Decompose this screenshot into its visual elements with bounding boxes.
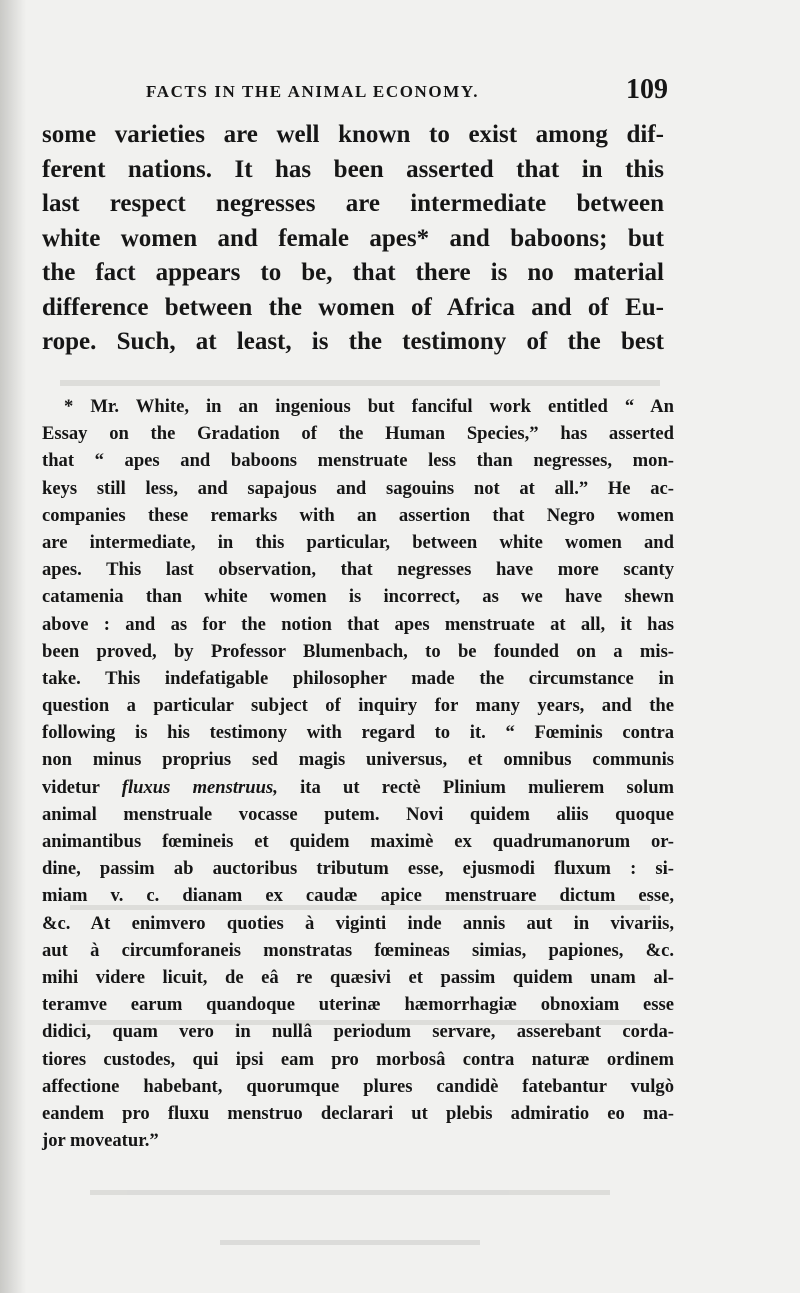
footnote-line: question a particular subject of inquiry for many years, and the [42,695,674,717]
footnote-line: apes. This last observation, that negresses have more scanty [42,559,674,581]
footnote-line: videtur fluxus menstruus, ita ut rectè Plinium mulierem solum [42,776,675,798]
main-text-line: the fact appears to be, that there is no material [42,259,664,286]
page-number: 109 [626,74,668,105]
page-gutter-shadow [0,0,26,1293]
footnote-line: that “ apes and baboons menstruate less than negresses, mon- [42,450,674,472]
footnote-block [42,393,674,1154]
footnote-line: teramve earum quandoque uterinæ hæmorrhagiæ obnoxiam esse [42,994,674,1016]
italic-phrase: fluxus menstruus, [121,776,278,798]
page-header [112,74,668,110]
running-head: FACTS IN THE ANIMAL ECONOMY. [146,82,480,101]
main-text-line: white women and female apes* and baboons; but [42,224,664,252]
footnote-line: tiores custodes, qui ipsi eam pro morbosâ contra naturæ ordinem [42,1048,674,1070]
footnote-line: Essay on the Gradation of the Human Species,” has asserted [42,423,674,445]
footnote-line: mihi videre licuit, de eâ re quæsivi et passim quidem unam al- [42,966,674,988]
main-text-line: last respect negresses are intermediate between [42,190,664,217]
footnote-line: aut à circumforaneis monstratas fœmineas simias, papiones, &c. [42,939,674,961]
footnote-line: take. This indefatigable philosopher made the circumstance in [42,667,674,689]
footnote-line: companies these remarks with an assertion that Negro women [42,504,674,526]
footnote-line: are intermediate, in this particular, between white women and [42,531,674,553]
footnote-line: above : and as for the notion that apes menstruate at all, it has [42,613,674,635]
footnote-line: * Mr. White, in an ingenious but fanciful work entitled “ An [64,396,674,417]
footnote-line: &c. At enimvero quoties à viginti inde annis aut in vivariis, [42,912,674,934]
main-text-line: some varieties are well known to exist among dif- [42,121,664,148]
main-text-line: rope. Such, at least, is the testimony of the best [42,328,664,355]
footnote-line: affectione habebant, quorumque plures candidè fatebantur vulgò [42,1075,674,1097]
footnote-line: keys still less, and sapajous and sagouins not at all.” He ac- [42,477,674,499]
footnote-line: animantibus fœmineis et quidem maximè ex quadrumanorum or- [42,831,674,852]
footnote-line: eandem pro fluxu menstruo declarari ut plebis admiratio eo ma- [42,1102,674,1124]
footnote-line: dine, passim ab auctoribus tributum esse, ejusmodi fluxum : si- [42,858,674,880]
footnote-line: didici, quam vero in nullâ periodum servare, asserebant corda- [42,1021,674,1043]
main-text-line: ferent nations. It has been asserted that in this [42,155,664,183]
footnote-line: jor moveatur.” [42,1130,159,1152]
footnote-line: animal menstruale vocasse putem. Novi quidem aliis quoque [42,803,674,825]
footnote-line: miam v. c. dianam ex caudæ apice menstruare dictum esse, [42,885,674,907]
main-text-block [42,118,664,360]
main-text-line: difference between the women of Africa and of Eu- [42,293,664,321]
footnote-line: been proved, by Professor Blumenbach, to be founded on a mis- [42,640,674,662]
footnote-line: catamenia than white women is incorrect, as we have shewn [42,586,674,608]
footnote-line: non minus proprius sed magis universus, et omnibus communis [42,749,674,771]
footnote-line: following is his testimony with regard to it. “ Fœminis contra [42,722,674,744]
